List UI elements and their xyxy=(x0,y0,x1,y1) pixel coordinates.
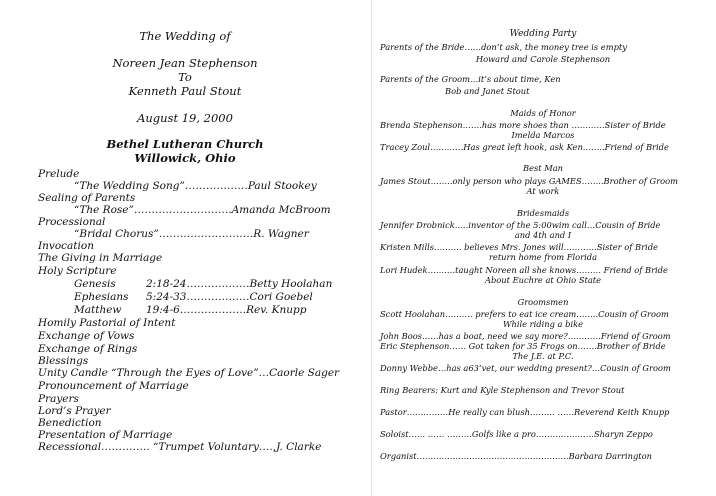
party-line: Lori Hudek……….taught Noreen all she knows……… Friend of Bride xyxy=(380,265,668,275)
party-line: The J.E. at P.C. xyxy=(512,351,574,361)
wedding-party-heading: Wedding Party xyxy=(509,29,577,39)
party-line: Bob and Janet Stout xyxy=(445,86,530,96)
scripture-reference: 5:24-33………………Cori Goebel xyxy=(146,291,313,303)
party-line: Eric Stephenson…… Got taken for 35 Frogs on…….Brother of Bride xyxy=(380,341,666,351)
program-item: Processional xyxy=(38,216,106,228)
party-line: Imelda Marcos xyxy=(511,130,575,140)
wedding-party-right-page xyxy=(370,0,716,496)
section-heading: Groomsmen xyxy=(517,297,569,307)
party-line: Scott Hoolahan………. prefers to eat ice cream……..Cousin of Groom xyxy=(380,309,669,319)
scripture-reference: 19:4-6……………….Rev. Knupp xyxy=(146,304,307,316)
program-item: Benediction xyxy=(38,417,102,429)
organist-line: Organist……………………………………………….Barbara Darrington xyxy=(380,451,652,461)
party-line: and 4th and I xyxy=(514,230,572,240)
program-item: Unity Candle “Through the Eyes of Love”…Caorle Sager xyxy=(38,367,340,379)
bride-name: Noreen Jean Stephenson xyxy=(112,56,258,70)
party-line: Parents of the Bride……don’t ask, the money tree is empty xyxy=(380,42,627,52)
scripture-book: Ephesians xyxy=(74,291,129,303)
title-wedding-of: The Wedding of xyxy=(139,29,231,43)
party-line: return home from Florida xyxy=(488,252,598,262)
scripture-reference: 2:18-24………………Betty Hoolahan xyxy=(146,278,333,290)
program-item: The Giving in Marriage xyxy=(38,252,163,264)
church-city: Willowick, Ohio xyxy=(134,151,236,165)
program-item: Recessional………….. “Trumpet Voluntary….,J. Clarke xyxy=(38,441,322,453)
party-line: Parents of the Groom…it’s about time, Ken xyxy=(380,74,561,84)
program-item: Prayers xyxy=(38,393,79,405)
program-item: Pronouncement of Marriage xyxy=(38,380,189,392)
party-line: Jennifer Drobnick…..inventor of the 5:00wim call…Cousin of Bride xyxy=(380,220,661,230)
church-name: Bethel Lutheran Church xyxy=(106,137,264,151)
program-item: Holy Scripture xyxy=(38,265,117,277)
program-item: “The Wedding Song”………………Paul Stookey xyxy=(74,180,317,192)
program-item: Exchange of Rings xyxy=(38,343,138,355)
party-line: Brenda Stephenson…….has more shoes than …………Sister of Bride xyxy=(380,120,666,130)
scripture-book: Matthew xyxy=(74,304,122,316)
party-line: Howard and Carole Stephenson xyxy=(475,54,611,64)
party-line: Kristen Mills………. believes Mrs. Jones will…………Sister of Bride xyxy=(380,242,658,252)
party-line: At work xyxy=(526,186,560,196)
program-item: Lord’s Prayer xyxy=(38,405,111,417)
party-line: Tracey Zoul…………Has great left hook, ask Ken……..Friend of Bride xyxy=(380,142,669,152)
wedding-date: August 19, 2000 xyxy=(137,111,233,125)
program-item: “Bridal Chorus”………………………R. Wagner xyxy=(74,228,309,240)
program-item: Exchange of Vows xyxy=(38,330,135,342)
program-item: Prelude xyxy=(38,168,80,180)
groom-name: Kenneth Paul Stout xyxy=(128,84,242,98)
program-item: Blessings xyxy=(38,355,89,367)
scripture-book: Genesis xyxy=(74,278,116,290)
program-item: Invocation xyxy=(38,240,94,252)
section-heading: Best Man xyxy=(522,163,564,173)
party-line: John Boos……has a boat, need we say more?…………Friend of Groom xyxy=(380,331,671,341)
soloist-line: Soloist…… …… ………Golfs like a pro…………………Sharyn Zeppo xyxy=(380,429,653,439)
pastor-line: Pastor……………He really can blush……… ……Reverend Keith Knupp xyxy=(380,407,670,417)
party-line: James Stout……..only person who plays GAMES……..Brother of Groom xyxy=(380,176,678,186)
program-item: Sealing of Parents xyxy=(38,192,136,204)
section-heading: Maids of Honor xyxy=(510,108,576,118)
program-item: “The Rose”……………………….Amanda McBroom xyxy=(74,204,331,216)
title-to: To xyxy=(178,70,192,84)
ring-bearers: Ring Bearers: Kurt and Kyle Stephenson and Trevor Stout xyxy=(380,385,625,395)
party-line: Donny Webbe…has a63’vet, our wedding present?…Cousin of Groom xyxy=(380,363,671,373)
party-line: About Euchre at Ohio State xyxy=(484,275,602,285)
program-item: Homily Pastorial of Intent xyxy=(38,317,176,329)
section-heading: Bridesmaids xyxy=(516,208,570,218)
party-line: While riding a bike xyxy=(502,319,584,329)
program-item: Presentation of Marriage xyxy=(38,429,173,441)
